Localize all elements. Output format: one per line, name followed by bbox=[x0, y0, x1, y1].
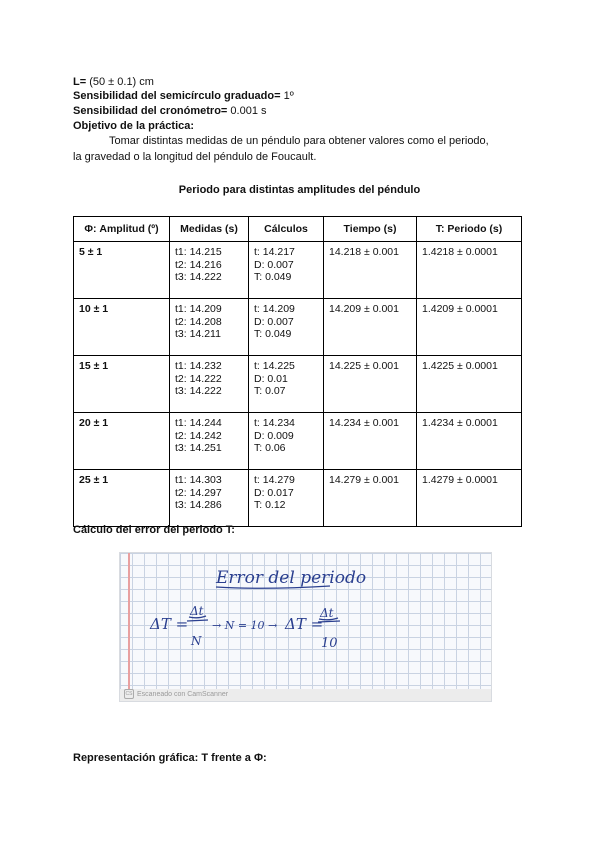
measurement-t2: t2: 14.222 bbox=[175, 372, 222, 385]
measurements-cell bbox=[170, 413, 249, 470]
stopwatch-sensitivity-value: 0.001 s bbox=[230, 105, 267, 117]
amplitude-cell: 15 ± 1 bbox=[74, 356, 170, 413]
period-cell: 1.4218 ± 0.0001 bbox=[417, 242, 522, 299]
period-cell: 1.4225 ± 0.0001 bbox=[417, 356, 522, 413]
measurement-t2: t2: 14.216 bbox=[175, 258, 222, 271]
length-line bbox=[73, 75, 154, 89]
calc-t: T: 0.049 bbox=[254, 271, 292, 283]
time-cell: 14.279 ± 0.001 bbox=[324, 470, 417, 527]
measurement-t3: t3: 14.222 bbox=[175, 385, 222, 397]
length-label: L= bbox=[73, 76, 87, 88]
measurements-cell bbox=[170, 242, 249, 299]
measurement-t3: t3: 14.251 bbox=[175, 442, 222, 454]
handwritten-substitution: → N = 10 → bbox=[212, 619, 278, 632]
measurement-t1: t1: 14.244 bbox=[175, 417, 222, 429]
table-row bbox=[74, 413, 522, 470]
calc-mean: t: 14.279 bbox=[254, 474, 295, 486]
time-cell: 14.234 ± 0.001 bbox=[324, 413, 417, 470]
measurement-t1: t1: 14.303 bbox=[175, 474, 222, 486]
error-section-title: Cálculo del error del periodo T: bbox=[73, 524, 235, 536]
measurement-t3: t3: 14.211 bbox=[175, 328, 221, 340]
calc-t: T: 0.049 bbox=[254, 328, 292, 340]
calc-d: D: 0.009 bbox=[254, 429, 294, 442]
measurements-cell bbox=[170, 356, 249, 413]
measurement-t1: t1: 14.215 bbox=[175, 246, 222, 258]
scanner-note: Escaneado con CamScanner bbox=[137, 691, 229, 698]
table-row bbox=[74, 470, 522, 527]
calculations-cell bbox=[249, 413, 324, 470]
semicircle-sensitivity-line bbox=[73, 89, 294, 103]
period-table bbox=[73, 216, 522, 527]
calc-d: D: 0.007 bbox=[254, 315, 294, 328]
calc-d: D: 0.01 bbox=[254, 372, 288, 385]
calc-mean: t: 14.209 bbox=[254, 303, 295, 315]
header-measurements: Medidas (s) bbox=[170, 217, 249, 242]
stopwatch-sensitivity-label: Sensibilidad del cronómetro= bbox=[73, 105, 228, 117]
measurement-t2: t2: 14.297 bbox=[175, 486, 222, 499]
calculations-cell bbox=[249, 356, 324, 413]
measurement-t3: t3: 14.286 bbox=[175, 499, 222, 511]
handwritten-delta-t-label: ΔT = bbox=[150, 615, 189, 633]
calc-mean: t: 14.225 bbox=[254, 360, 295, 372]
calc-mean: t: 14.217 bbox=[254, 246, 295, 258]
amplitude-cell: 5 ± 1 bbox=[74, 242, 170, 299]
measurement-t3: t3: 14.222 bbox=[175, 271, 222, 283]
objective-line-2: la gravedad o la longitud del péndulo de Foucault. bbox=[73, 151, 317, 163]
objective-paragraph bbox=[73, 133, 533, 165]
calculations-cell bbox=[249, 242, 324, 299]
handwritten-dt-numerator: Δt bbox=[190, 604, 204, 618]
period-cell: 1.4234 ± 0.0001 bbox=[417, 413, 522, 470]
scanned-handwriting-image bbox=[119, 552, 492, 702]
measurement-t2: t2: 14.208 bbox=[175, 315, 222, 328]
amplitude-cell: 10 ± 1 bbox=[74, 299, 170, 356]
semicircle-sensitivity-label: Sensibilidad del semicírculo graduado= bbox=[73, 90, 281, 102]
header-time: Tiempo (s) bbox=[324, 217, 417, 242]
table-row bbox=[74, 356, 522, 413]
measurement-t1: t1: 14.232 bbox=[175, 360, 222, 372]
scanner-footer bbox=[120, 689, 491, 701]
handwritten-dt-numerator-2: Δt bbox=[320, 606, 334, 620]
handwritten-n-denominator: N bbox=[191, 634, 202, 648]
header-period: T: Periodo (s) bbox=[417, 217, 522, 242]
time-cell: 14.225 ± 0.001 bbox=[324, 356, 417, 413]
graph-section-title: Representación gráfica: T frente a Φ: bbox=[73, 752, 267, 764]
measurements-cell bbox=[170, 299, 249, 356]
handwritten-title: Error del periodo bbox=[216, 568, 367, 588]
measurement-t1: t1: 14.209 bbox=[175, 303, 222, 315]
period-cell: 1.4279 ± 0.0001 bbox=[417, 470, 522, 527]
calc-t: T: 0.07 bbox=[254, 385, 286, 397]
length-value: (50 ± 0.1) cm bbox=[89, 76, 154, 88]
calc-t: T: 0.06 bbox=[254, 442, 286, 454]
header-amplitude: Φ: Amplitud (º) bbox=[74, 217, 170, 242]
calc-mean: t: 14.234 bbox=[254, 417, 295, 429]
calculations-cell bbox=[249, 470, 324, 527]
amplitude-cell: 25 ± 1 bbox=[74, 470, 170, 527]
semicircle-sensitivity-value: 1º bbox=[283, 90, 294, 102]
calc-t: T: 0.12 bbox=[254, 499, 286, 511]
time-cell: 14.209 ± 0.001 bbox=[324, 299, 417, 356]
table-row bbox=[74, 242, 522, 299]
objective-heading: Objetivo de la práctica: bbox=[73, 120, 195, 132]
calc-d: D: 0.017 bbox=[254, 486, 294, 499]
table-row bbox=[74, 299, 522, 356]
amplitude-cell: 20 ± 1 bbox=[74, 413, 170, 470]
handwritten-ten-denominator: 10 bbox=[321, 636, 338, 651]
handwritten-delta-t-result-label: ΔT = bbox=[285, 615, 324, 633]
measurement-t2: t2: 14.242 bbox=[175, 429, 222, 442]
measurements-cell bbox=[170, 470, 249, 527]
table-header-row bbox=[74, 217, 522, 242]
period-cell: 1.4209 ± 0.0001 bbox=[417, 299, 522, 356]
stopwatch-sensitivity-line bbox=[73, 104, 267, 118]
objective-line-1: Tomar distintas medidas de un péndulo para obtener valores como el periodo, bbox=[109, 135, 489, 147]
calc-d: D: 0.007 bbox=[254, 258, 294, 271]
time-cell: 14.218 ± 0.001 bbox=[324, 242, 417, 299]
table-title: Periodo para distintas amplitudes del péndulo bbox=[178, 184, 421, 196]
header-calculations: Cálculos bbox=[249, 217, 324, 242]
calculations-cell bbox=[249, 299, 324, 356]
handwritten-note bbox=[120, 553, 491, 689]
camscanner-logo-icon: CS bbox=[125, 691, 133, 698]
